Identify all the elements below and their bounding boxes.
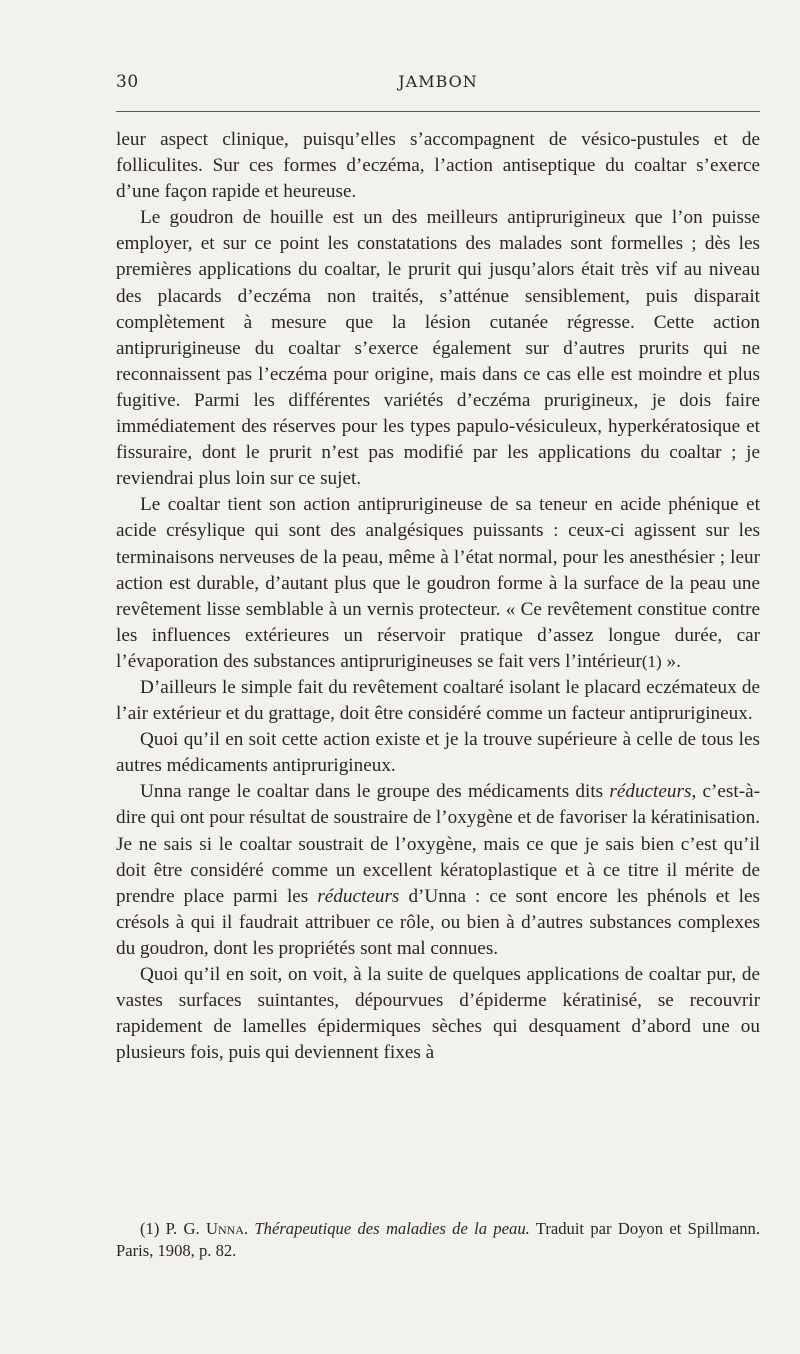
footnotes	[116, 1218, 760, 1262]
paragraph-6-part-2: , c’est-à-dire qui ont pour résultat de soustraire de l’oxygène et de favoriser la kératinisation. Je ne sais si le coaltar soustrait de l’oxygène, mais ce que je sais bien c’est qu’il doit être considéré comme un excellent kératoplastique et à ce titre il mérite de prendre place parmi les	[116, 781, 760, 907]
footnote-marker: (1)	[140, 1219, 160, 1238]
paragraph-5: Quoi qu’il en soit cette action existe et je la trouve supérieure à celle de tous les autres médicaments antiprurigineux.	[116, 729, 760, 777]
header-rule	[116, 111, 760, 112]
paragraph-3	[116, 492, 760, 675]
running-title: JAMBON	[398, 72, 478, 91]
footnote-reference[interactable]: (1)	[641, 651, 662, 671]
footnote-author-name: Unna	[205, 1219, 244, 1238]
footnote-title: Thérapeutique des maladies de la peau.	[254, 1219, 530, 1238]
paragraph-3-text: Le coaltar tient son action antiprurigineuse de sa teneur en acide phénique et acide crésylique qui sont des analgésiques puissants : ceux-ci agissent sur les terminaisons nerveuses de la peau, même à l’état normal, pour les anesthésier ; leur action est durable, d’autant plus que le goudron forme à la surface de la peau une revêtement lisse semblable à un vernis protecteur. « Ce revêtement constitue contre les influences extérieures un réservoir pratique d’assez longue durée, car l’évaporation des substances antiprurigineuses se fait vers l’intérieur	[116, 494, 760, 672]
italic-term-reducteurs: réducteurs	[609, 781, 692, 803]
page-number: 30	[116, 72, 139, 92]
paragraph-3-tail: ».	[661, 650, 681, 672]
paragraph-1: leur aspect clinique, puisqu’elles s’accompagnent de vésico-pustules et de folliculites. Sur ces formes d’eczéma, l’action antiseptique du coaltar s’exerce d’une façon rapide et heureuse.	[116, 129, 760, 203]
page-header	[116, 72, 760, 98]
paragraph-6-part-3: d’Unna : ce sont encore les phénols et les crésols à qui il faudrait attribuer ce rôle, ou bien à d’autres substances complexes du goudron, dont les propriétés sont mal connues.	[116, 885, 760, 959]
footnote-author-initials: P. G.	[165, 1219, 200, 1238]
paragraph-4: D’ailleurs le simple fait du revêtement coaltaré isolant le placard eczémateux de l’air extérieur et du grattage, doit être considéré comme un facteur antiprurigineux.	[116, 676, 760, 725]
paragraph-7: Quoi qu’il en soit, on voit, à la suite de quelques applications de coaltar pur, de vastes surfaces suintantes, dépourvues d’épiderme kératinisé, se recouvrir rapidement de lamelles épidermiques sèches qui desquament d’abord une ou plusieurs fois, puis qui deviennent fixes à	[116, 964, 760, 1064]
body-text	[116, 127, 760, 1066]
paragraph-2: Le goudron de houille est un des meilleurs antiprurigineux que l’on puisse employer, et sur ce point les constatations des malades sont formelles ; dès les premières applications du coaltar, le prurit qui jusqu’alors était très vif au niveau des placards d’eczéma non traités, s’atténue sensiblement, puis disparait complètement à mesure que la lésion cutanée régresse. Cette action antiprurigineuse du coaltar s’exerce également sur d’autres prurits qui ne reconnaissent pas l’eczéma pour origine, mais dans ce cas elle est moindre et plus fugitive. Parmi les différentes variétés d’eczéma prurigineux, je dois faire immédiatement des réserves pour les types papulo-vésiculeux, hyperkératosique et fissuraire, dont le prurit n’est pas modifié par les applications du coaltar ; je reviendrai plus loin sur ce sujet.	[116, 207, 760, 490]
footnote-1: (1) P. G. Unna. Thérapeutique des maladies de la peau. Traduit par Doyon et Spillmann. Paris, 1908, p. 82.	[116, 1219, 760, 1260]
paragraph-6-part-1: Unna range le coaltar dans le groupe des médicaments dits	[140, 781, 610, 803]
italic-term-reducteurs-2: réducteurs	[317, 885, 400, 907]
footnote-details: Traduit par Doyon et Spillmann. Paris, 1908, p. 82.	[116, 1219, 760, 1260]
paragraph-6	[116, 779, 760, 962]
